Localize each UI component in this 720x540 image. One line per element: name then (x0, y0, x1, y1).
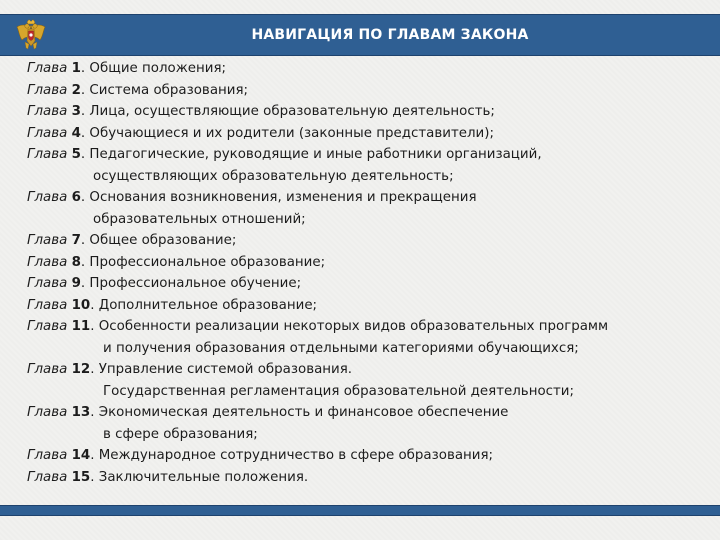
chapter-title: . Педагогические, руководящие и иные работники организаций, (80, 147, 542, 162)
chapter-item-9[interactable] (27, 273, 707, 295)
chapter-number: 10 (71, 297, 91, 313)
chapter-line (27, 295, 707, 317)
chapter-item-6[interactable] (27, 187, 707, 230)
chapter-title: . Дополнительное образование; (90, 297, 318, 313)
chapter-line (27, 144, 707, 166)
chapter-word: Глава (27, 254, 68, 270)
chapter-number: 15 (71, 469, 91, 485)
chapter-word: Глава (27, 297, 68, 313)
chapter-title: . Профессиональное образование; (80, 254, 326, 270)
chapter-title-continuation: Государственная регламентация образовательной деятельности; (103, 383, 575, 399)
chapter-number: 13 (71, 405, 91, 420)
chapter-title: . Система образования; (80, 82, 249, 98)
chapter-line (27, 467, 707, 489)
chapter-item-12[interactable] (27, 359, 707, 402)
chapter-title-continuation: в сфере образования; (103, 426, 258, 442)
chapter-item-8[interactable] (27, 252, 707, 274)
chapter-number: 3 (71, 104, 81, 119)
chapter-title-continuation: образовательных отношений; (93, 211, 306, 227)
chapter-title-continuation: и получения образования отдельными категориями обучающихся; (103, 340, 579, 356)
chapter-number: 1 (71, 61, 81, 76)
chapter-number: 7 (71, 233, 81, 248)
chapter-title: . Заключительные положения. (90, 469, 309, 485)
chapter-number: 12 (71, 362, 91, 377)
chapter-word: Глава (27, 276, 68, 291)
chapter-number: 5 (71, 147, 81, 162)
chapter-title: . Основания возникновения, изменения и прекращения (80, 190, 477, 205)
chapter-title: . Обучающиеся и их родители (законные представители); (80, 125, 494, 141)
chapter-item-13[interactable] (27, 402, 707, 445)
chapter-line (27, 101, 707, 123)
chapter-list (27, 58, 707, 488)
chapter-number: 14 (71, 448, 91, 463)
chapter-item-5[interactable] (27, 144, 707, 187)
chapter-number: 8 (71, 254, 81, 270)
chapter-title: . Профессиональное обучение; (80, 276, 302, 291)
chapter-title: . Общее образование; (80, 233, 237, 248)
chapter-item-7[interactable] (27, 230, 707, 252)
chapter-title-continuation: осуществляющих образовательную деятельность; (93, 168, 454, 184)
chapter-word: Глава (27, 319, 68, 334)
chapter-item-2[interactable] (27, 80, 707, 102)
footer-bar (0, 505, 720, 516)
chapter-item-14[interactable] (27, 445, 707, 467)
chapter-item-15[interactable] (27, 467, 707, 489)
chapter-title: . Лица, осуществляющие образовательную деятельность; (80, 104, 495, 119)
chapter-title: . Общие положения; (80, 61, 227, 76)
chapter-number: 11 (71, 319, 91, 334)
chapter-item-4[interactable] (27, 123, 707, 145)
chapter-item-10[interactable] (27, 295, 707, 317)
chapter-word: Глава (27, 469, 68, 485)
chapter-number: 9 (71, 276, 81, 291)
page-title: НАВИГАЦИЯ ПО ГЛАВАМ ЗАКОНА (251, 27, 529, 43)
chapter-line (27, 252, 707, 274)
chapter-line (27, 359, 707, 381)
chapter-word: Глава (27, 190, 68, 205)
chapter-line (27, 316, 707, 338)
chapter-word: Глава (27, 82, 68, 98)
chapter-line (27, 445, 707, 467)
chapter-line (27, 58, 707, 80)
coat-of-arms-icon (16, 19, 46, 51)
chapter-word: Глава (27, 125, 68, 141)
chapter-number: 4 (71, 125, 81, 141)
chapter-item-3[interactable] (27, 101, 707, 123)
chapter-word: Глава (27, 104, 68, 119)
chapter-line (27, 230, 707, 252)
chapter-title: . Особенности реализации некоторых видов образовательных программ (90, 319, 609, 334)
chapter-line (27, 402, 707, 424)
chapter-word: Глава (27, 147, 68, 162)
header-bar (0, 14, 720, 56)
chapter-title: . Экономическая деятельность и финансовое обеспечение (90, 405, 509, 420)
chapter-number: 2 (71, 82, 81, 98)
chapter-word: Глава (27, 405, 68, 420)
chapter-title: . Управление системой образования. (90, 362, 353, 377)
chapter-item-1[interactable] (27, 58, 707, 80)
chapter-item-11[interactable] (27, 316, 707, 359)
chapter-line (27, 273, 707, 295)
chapter-word: Глава (27, 362, 68, 377)
chapter-line (27, 123, 707, 145)
chapter-line (27, 80, 707, 102)
chapter-number: 6 (71, 190, 81, 205)
chapter-line (27, 187, 707, 209)
chapter-title: . Международное сотрудничество в сфере образования; (90, 448, 494, 463)
chapter-word: Глава (27, 233, 68, 248)
chapter-word: Глава (27, 61, 68, 76)
chapter-word: Глава (27, 448, 68, 463)
